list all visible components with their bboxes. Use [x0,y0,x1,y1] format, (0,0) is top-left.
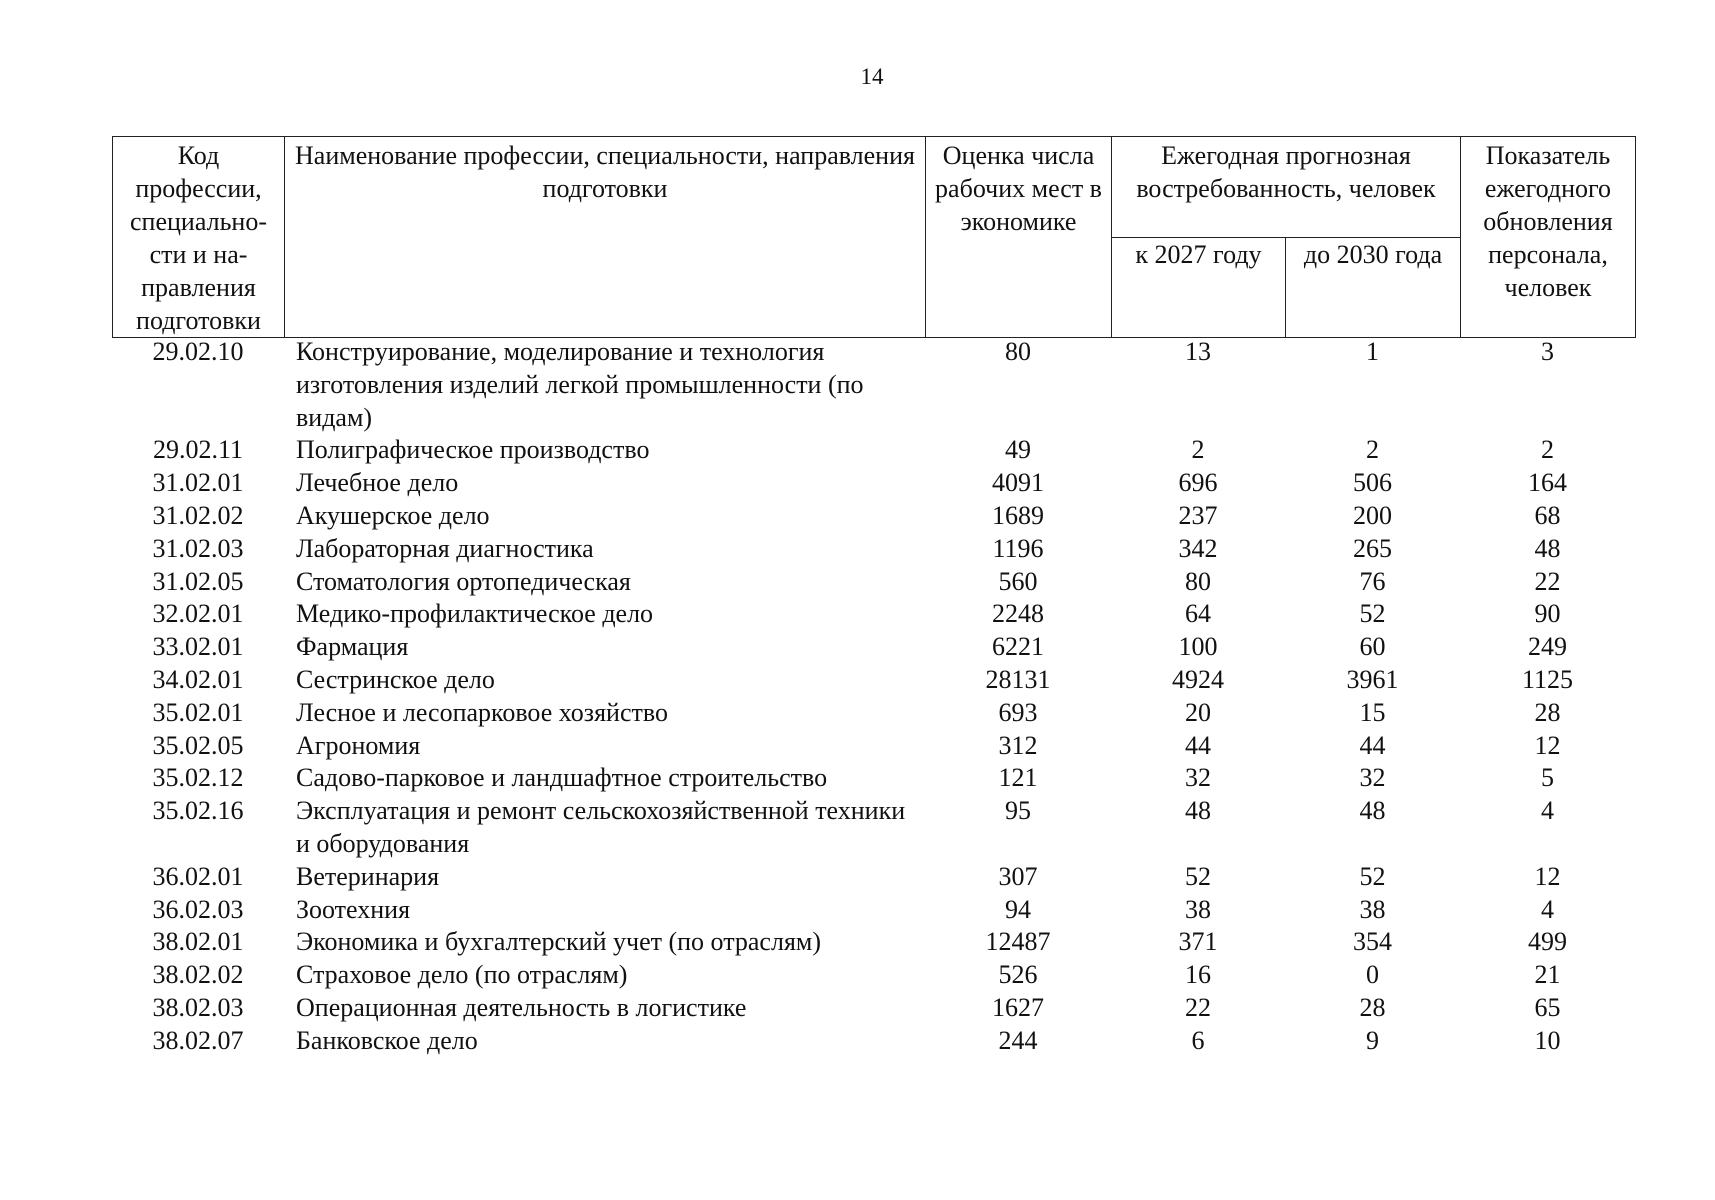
cell-code: 31.02.05 [152,566,244,596]
cell-2030: 76 [1359,566,1386,596]
cell-estimate: 121 [998,763,1038,793]
cell-name: Фармация [296,632,409,662]
cell-2030: 9 [1366,1025,1379,1055]
cell-update: 3 [1541,337,1554,366]
cell-2030: 52 [1359,861,1386,891]
cell-2027: 80 [1185,566,1211,596]
cell-update: 65 [1534,992,1561,1022]
table-row [112,598,1635,631]
cell-estimate: 4091 [992,468,1044,498]
cell-name: Операционная деятельность в логистике [296,992,747,1022]
cell-2030: 38 [1359,894,1386,924]
cell-estimate: 2248 [992,599,1044,629]
table-row [112,500,1635,533]
cell-name: Страховое дело (по отраслям) [296,960,628,990]
cell-2030: 32 [1359,763,1386,793]
cell-code: 33.02.01 [152,632,244,662]
cell-code: 31.02.02 [152,500,244,530]
cell-code: 38.02.02 [152,960,244,990]
cell-update: 10 [1534,1025,1561,1055]
cell-name: Ветеринария [296,861,440,891]
cell-2030: 0 [1366,960,1379,990]
table-row [112,992,1635,1025]
cell-2027: 6 [1191,1025,1205,1055]
cell-2030: 60 [1359,632,1386,662]
cell-2027: 13 [1185,337,1211,366]
cell-2027: 16 [1185,960,1211,990]
cell-name: Стоматология ортопедическая [296,566,631,596]
cell-estimate: 12487 [985,927,1051,957]
header-forecast-group: Ежегодная прогнозная востребованность, человек [1112,137,1461,238]
cell-code: 31.02.01 [152,468,244,498]
cell-code: 36.02.01 [152,861,244,891]
header-year-2027: к 2027 году [1112,237,1286,338]
cell-code: 29.02.10 [152,337,244,366]
cell-estimate: 693 [998,697,1038,727]
cell-name: Сестринское дело [296,664,495,694]
cell-name: Полиграфическое производство [296,435,650,465]
header-year-2030: до 2030 года [1286,237,1461,338]
cell-name: Лабораторная диагностика [296,533,594,563]
cell-2030: 52 [1359,599,1386,629]
cell-update: 4 [1541,796,1554,826]
cell-code: 36.02.03 [152,894,244,924]
cell-update: 499 [1528,927,1567,957]
table-row [112,861,1635,894]
cell-name: Садово-парковое и ландшафтное строительство [296,763,828,793]
cell-2027: 237 [1178,500,1218,530]
cell-estimate: 49 [1005,435,1031,465]
table-row [112,664,1635,697]
cell-name: Конструирование, моделирование и технология изготовления изделий легкой промышленности (по видам) [296,337,864,432]
cell-update: 164 [1528,468,1567,498]
cell-2030: 2 [1366,435,1379,465]
cell-2030: 1 [1366,337,1379,366]
cell-2030: 265 [1353,533,1392,563]
cell-2027: 32 [1185,763,1211,793]
table-body [112,336,1635,1058]
header-estimate: Оценка числа рабочих мест в экономике [926,137,1112,338]
cell-2027: 2 [1191,435,1205,465]
table-row [112,894,1635,927]
cell-name: Банковское дело [296,1025,478,1055]
cell-update: 48 [1534,533,1561,563]
table-row [112,959,1635,992]
cell-2030: 3961 [1346,664,1399,694]
cell-update: 12 [1534,730,1561,760]
cell-2030: 44 [1359,730,1386,760]
cell-estimate: 95 [1005,796,1031,826]
cell-estimate: 1689 [992,500,1044,530]
cell-estimate: 94 [1005,894,1031,924]
cell-2027: 20 [1185,697,1211,727]
table-row [112,926,1635,959]
cell-name: Эксплуатация и ремонт сельскохозяйственной техники и оборудования [296,796,906,858]
cell-2027: 4924 [1172,664,1224,694]
table-row [112,1025,1635,1058]
cell-code: 32.02.01 [152,599,244,629]
cell-2027: 22 [1185,992,1211,1022]
cell-2030: 15 [1359,697,1386,727]
cell-2030: 28 [1359,992,1386,1022]
table-row [112,631,1635,664]
cell-update: 12 [1534,861,1561,891]
cell-code: 38.02.03 [152,992,244,1022]
cell-code: 38.02.07 [152,1025,244,1055]
table-row [112,434,1635,467]
cell-estimate: 1627 [992,992,1044,1022]
cell-name: Зоотехния [296,894,411,924]
cell-2027: 371 [1178,927,1218,957]
cell-update: 4 [1541,894,1554,924]
cell-update: 249 [1528,632,1567,662]
cell-code: 35.02.12 [152,763,244,793]
table-row [112,697,1635,730]
cell-2027: 48 [1185,796,1211,826]
table-row [112,533,1635,566]
cell-estimate: 244 [998,1025,1038,1055]
table-header [112,136,1636,338]
header-code: Код профессии, специально-сти и на-правления подготовки [113,137,285,338]
cell-update: 1125 [1521,664,1574,694]
cell-update: 90 [1534,599,1561,629]
cell-2027: 38 [1185,894,1211,924]
cell-update: 21 [1534,960,1561,990]
cell-2027: 52 [1185,861,1211,891]
cell-name: Лесное и лесопарковое хозяйство [296,697,668,727]
cell-code: 38.02.01 [152,927,244,957]
cell-2030: 200 [1353,500,1392,530]
header-update: Показатель ежегодного обновления персонала, человек [1461,137,1636,338]
cell-2027: 64 [1185,599,1211,629]
cell-name: Агрономия [296,730,421,760]
table-row [112,795,1635,861]
table-row [112,730,1635,763]
cell-name: Экономика и бухгалтерский учет (по отраслям) [296,927,822,957]
cell-code: 29.02.11 [152,435,244,465]
cell-code: 35.02.01 [152,697,244,727]
cell-estimate: 80 [1005,337,1031,366]
cell-2030: 354 [1353,927,1392,957]
cell-estimate: 1196 [992,533,1044,563]
table-row [112,467,1635,500]
page-number: 14 [860,64,884,89]
cell-name: Медико-профилактическое дело [296,599,654,629]
cell-estimate: 6221 [992,632,1044,662]
cell-estimate: 526 [998,960,1038,990]
cell-estimate: 28131 [985,664,1051,694]
cell-2027: 342 [1178,533,1218,563]
cell-code: 34.02.01 [152,664,244,694]
cell-update: 22 [1534,566,1561,596]
cell-estimate: 560 [998,566,1038,596]
cell-2027: 100 [1178,632,1218,662]
cell-update: 68 [1534,500,1561,530]
table-row [112,762,1635,795]
cell-estimate: 307 [998,861,1038,891]
cell-code: 35.02.16 [152,796,244,826]
cell-2030: 48 [1359,796,1386,826]
cell-update: 2 [1541,435,1554,465]
cell-update: 28 [1534,697,1561,727]
cell-2030: 506 [1353,468,1392,498]
cell-name: Лечебное дело [296,468,459,498]
header-name: Наименование профессии, специальности, направления подготовки [285,137,926,338]
cell-update: 5 [1541,763,1554,793]
table-row [112,566,1635,599]
cell-code: 31.02.03 [152,533,244,563]
table-row [112,336,1635,434]
cell-2027: 696 [1178,468,1218,498]
cell-2027: 44 [1185,730,1211,760]
cell-name: Акушерское дело [296,500,490,530]
cell-code: 35.02.05 [152,730,244,760]
cell-estimate: 312 [998,730,1038,760]
